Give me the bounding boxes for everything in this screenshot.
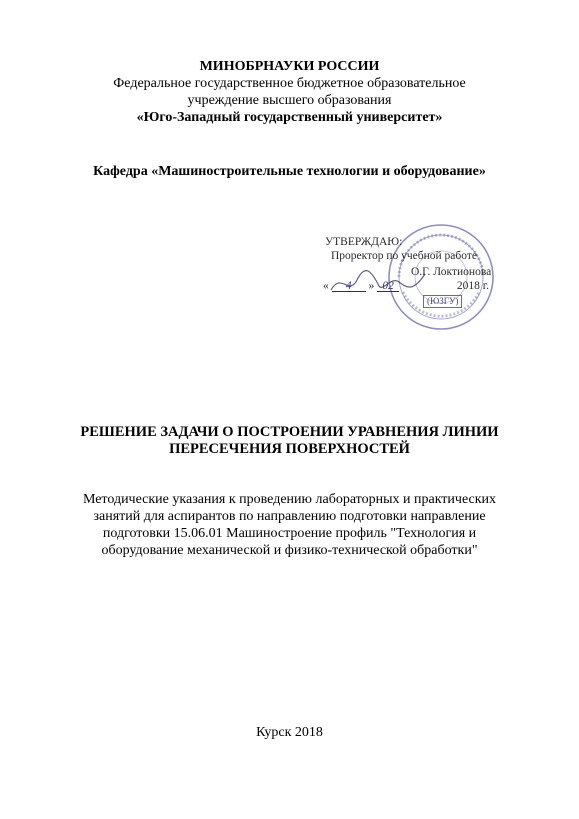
date-day <box>332 280 366 292</box>
ministry-name: МИНОБРНАУКИ РОССИИ <box>199 59 380 74</box>
city-year: Курск 2018 <box>256 725 323 740</box>
department-name: Кафедра «Машиностроительные технологии и оборудование» <box>93 164 486 179</box>
approval-name: О.Г. Локтионова <box>411 266 492 278</box>
date-open-quote: « <box>323 280 329 292</box>
date-close-quote: » <box>368 280 375 292</box>
document-title-line-1: РЕШЕНИЕ ЗАДАЧИ О ПОСТРОЕНИИ УРАВНЕНИЯ ЛИНИИ <box>80 424 499 440</box>
organization-line-2: учреждение высшего образования <box>187 93 392 108</box>
date-year: 2018 г. <box>456 280 490 292</box>
stamp-label: (ЮЗГУ) <box>423 295 462 308</box>
description-line-3: подготовки 15.06.01 Машиностроение профиль "Технология и <box>102 526 477 541</box>
date-month <box>377 280 399 292</box>
university-name: «Юго-Западный государственный университет» <box>136 110 443 125</box>
description-line-1: Методические указания к проведению лабораторных и практических <box>82 492 497 507</box>
document-title-line-2: ПЕРЕСЕЧЕНИЯ ПОВЕРХНОСТЕЙ <box>169 441 410 457</box>
date-month-value: 02 <box>382 280 394 292</box>
description-line-2: занятий для аспирантов по направлению подготовки направление <box>93 509 486 524</box>
organization-line-1: Федеральное государственное бюджетное образовательное <box>113 76 466 91</box>
approval-heading: УТВЕРЖДАЮ: <box>325 236 403 248</box>
approval-position: Проректор по учебной работе <box>331 250 477 262</box>
description-line-4: оборудование механической и физико-технической обработки" <box>101 543 478 558</box>
date-day-value: 4 <box>345 280 352 292</box>
approval-block <box>313 222 533 332</box>
approval-date <box>323 280 489 292</box>
